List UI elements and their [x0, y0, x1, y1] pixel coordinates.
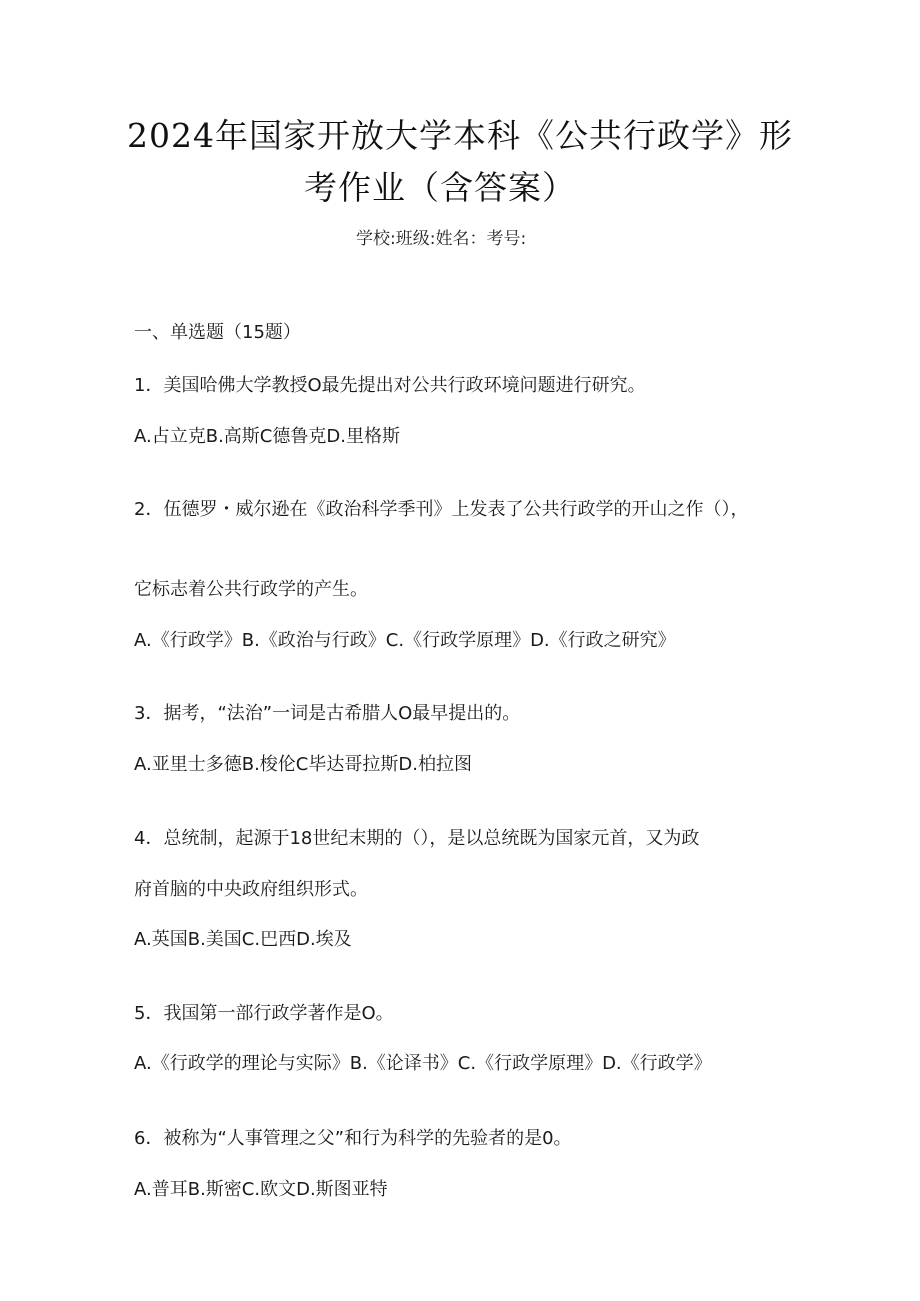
question-1-options: A.占立克B.高斯C德鲁克D.里格斯 [134, 426, 400, 447]
question-3-options: A.亚里士多德B.梭伦C毕达哥拉斯D.柏拉图 [134, 754, 472, 775]
question-2-options: A.《行政学》B.《政治与行政》C.《行政学原理》D.《行政之研究》 [134, 630, 676, 651]
document-title-line2: 考作业（含答案） [304, 168, 576, 207]
document-title-line1: 2024年国家开放大学本科《公共行政学》形 [127, 116, 793, 155]
question-1-stem: 1．美国哈佛大学教授O最先提出对公共行政环境问题进行研究。 [134, 375, 646, 396]
question-5-stem: 5．我国第一部行政学著作是O。 [134, 1003, 394, 1024]
question-4-stem-continued: 府首脑的中央政府组织形式。 [134, 879, 368, 900]
question-3-stem: 3．据考，“法治”一词是古希腊人O最早提出的。 [134, 703, 521, 724]
section-heading: 一、单选题（15题） [134, 322, 301, 343]
question-5-options: A.《行政学的理论与实际》B.《论译书》C.《行政学原理》D.《行政学》 [134, 1053, 712, 1074]
student-info-line: 学校:班级:姓名：考号: [356, 229, 527, 249]
question-4-stem: 4．总统制，起源于18世纪末期的（），是以总统既为国家元首，又为政 [134, 828, 700, 849]
question-6-stem: 6．被称为“人事管理之父”和行为科学的先验者的是0。 [134, 1128, 572, 1149]
question-4-options: A.英国B.美国C.巴西D.埃及 [134, 929, 352, 950]
question-2-stem: 2．伍德罗・威尔逊在《政治科学季刊》上发表了公共行政学的开山之作（）， [134, 499, 749, 520]
question-6-options: A.普耳B.斯密C.欧文D.斯图亚特 [134, 1179, 388, 1200]
question-2-stem-continued: 它标志着公共行政学的产生。 [134, 579, 368, 600]
